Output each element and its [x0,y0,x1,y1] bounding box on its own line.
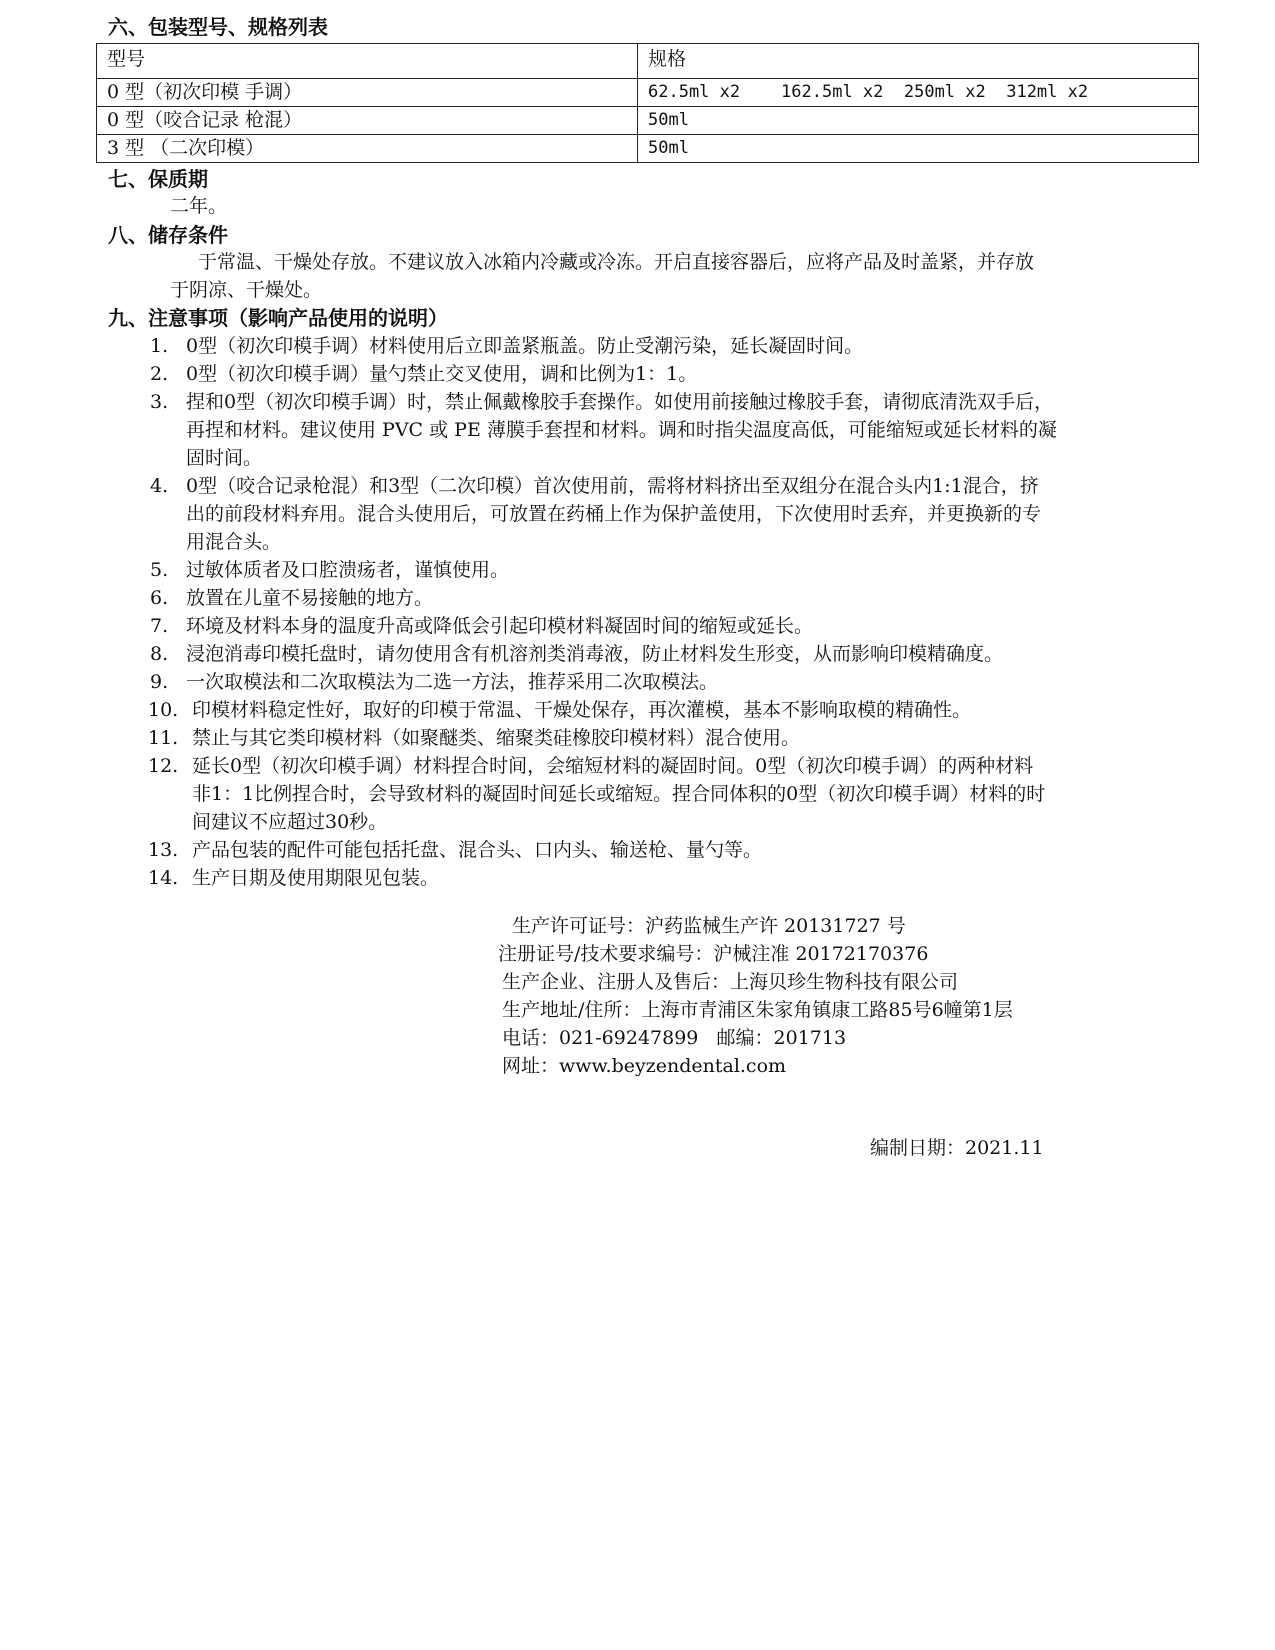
shelf-life-text: 二年。 [170,195,228,217]
note-number: 9. [150,671,169,693]
note-text-line: 产品包装的配件可能包括托盘、混合头、口内头、输送枪、量勺等。 [192,839,763,861]
table-header-model: 型号 [97,44,638,79]
section-eight-title: 八、储存条件 [108,223,228,247]
section-seven-title: 七、保质期 [108,167,208,191]
note-text-line: 0型（初次印模手调）材料使用后立即盖紧瓶盖。防止受潮污染，延长凝固时间。 [186,335,864,357]
note-number: 10. [148,699,179,721]
table-row [97,107,1199,135]
table-cell-spec: 62.5ml x2 162.5ml x2 250ml x2 312ml x2 [638,79,1199,107]
note-text-line: 用混合头。 [186,531,282,553]
note-text-line: 再捏和材料。建议使用 PVC 或 PE 薄膜手套捏和材料。调和时指尖温度高低，可能缩短或延长材料的凝 [186,419,1057,441]
table-row [97,79,1199,107]
note-number: 12. [148,755,179,777]
storage-text-line-1: 于常温、干燥处存放。不建议放入冰箱内冷藏或冷冻。开启直接容器后，应将产品及时盖紧，并存放 [198,251,1035,273]
compile-date: 编制日期：2021.11 [870,1137,1044,1159]
note-text-line: 间建议不应超过30秒。 [192,811,388,833]
note-number: 3. [150,391,169,413]
note-text-line: 非1：1比例捏合时，会导致材料的凝固时间延长或缩短。捏合同体积的0型（初次印模手调）材料的时 [192,783,1046,805]
production-license: 生产许可证号：沪药监械生产许 20131727 号 [512,915,906,937]
note-text-line: 印模材料稳定性好，取好的印模于常温、干燥处保存，再次灌模，基本不影响取模的精确性。 [192,699,972,721]
production-address: 生产地址/住所：上海市青浦区朱家角镇康工路85号6幢第1层 [502,999,1013,1021]
note-text-line: 固时间。 [186,447,263,469]
note-number: 1. [150,335,169,357]
note-number: 13. [148,839,179,861]
note-text-line: 0型（初次印模手调）量勺禁止交叉使用，调和比例为1：1。 [186,363,698,385]
section-nine-title: 九、注意事项（影响产品使用的说明） [108,306,448,330]
table-header-row [97,44,1199,79]
note-text-line: 捏和0型（初次印模手调）时，禁止佩戴橡胶手套操作。如使用前接触过橡胶手套，请彻底清洗双手后， [186,391,1054,413]
table-cell-spec: 50ml [638,107,1199,135]
note-text-line: 出的前段材料弃用。混合头使用后，可放置在药桶上作为保护盖使用，下次使用时丢弃，并更换新的专 [186,503,1042,525]
note-text-line: 环境及材料本身的温度升高或降低会引起印模材料凝固时间的缩短或延长。 [186,615,814,637]
website: 网址：www.beyzendental.com [502,1055,787,1077]
note-number: 11. [148,727,179,749]
phone-postcode: 电话：021-69247899 邮编：201713 [502,1027,847,1049]
note-text-line: 一次取模法和二次取模法为二选一方法，推荐采用二次取模法。 [186,671,719,693]
storage-text-line-2: 于阴凉、干燥处。 [170,279,323,301]
note-text-line: 放置在儿童不易接触的地方。 [186,587,434,609]
table-cell-model: 0 型（初次印模 手调） [97,79,638,107]
spec-table [96,43,1199,163]
note-text-line: 禁止与其它类印模材料（如聚醚类、缩聚类硅橡胶印模材料）混合使用。 [192,727,801,749]
note-text-line: 过敏体质者及口腔溃疡者，谨慎使用。 [186,559,510,581]
table-row [97,135,1199,163]
note-number: 4. [150,475,169,497]
note-number: 5. [150,559,169,581]
note-number: 14. [148,867,179,889]
note-number: 2. [150,363,169,385]
note-number: 7. [150,615,169,637]
note-text-line: 浸泡消毒印模托盘时，请勿使用含有机溶剂类消毒液，防止材料发生形变，从而影响印模精确度。 [186,643,1004,665]
note-number: 8. [150,643,169,665]
manufacturer: 生产企业、注册人及售后：上海贝珍生物科技有限公司 [502,971,959,993]
registration-number: 注册证号/技术要求编号：沪械注准 20172170376 [498,943,929,965]
table-header-spec: 规格 [638,44,1199,79]
table-cell-model: 3 型 （二次印模） [97,135,638,163]
note-text-line: 生产日期及使用期限见包装。 [192,867,440,889]
note-number: 6. [150,587,169,609]
table-cell-spec: 50ml [638,135,1199,163]
section-six-title: 六、包装型号、规格列表 [108,15,328,39]
note-text-line: 延长0型（初次印模手调）材料捏合时间，会缩短材料的凝固时间。0型（初次印模手调）的两种材料 [192,755,1034,777]
table-cell-model: 0 型（咬合记录 枪混） [97,107,638,135]
note-text-line: 0型（咬合记录枪混）和3型（二次印模）首次使用前，需将材料挤出至双组分在混合头内1:1混合，挤 [186,475,1039,497]
